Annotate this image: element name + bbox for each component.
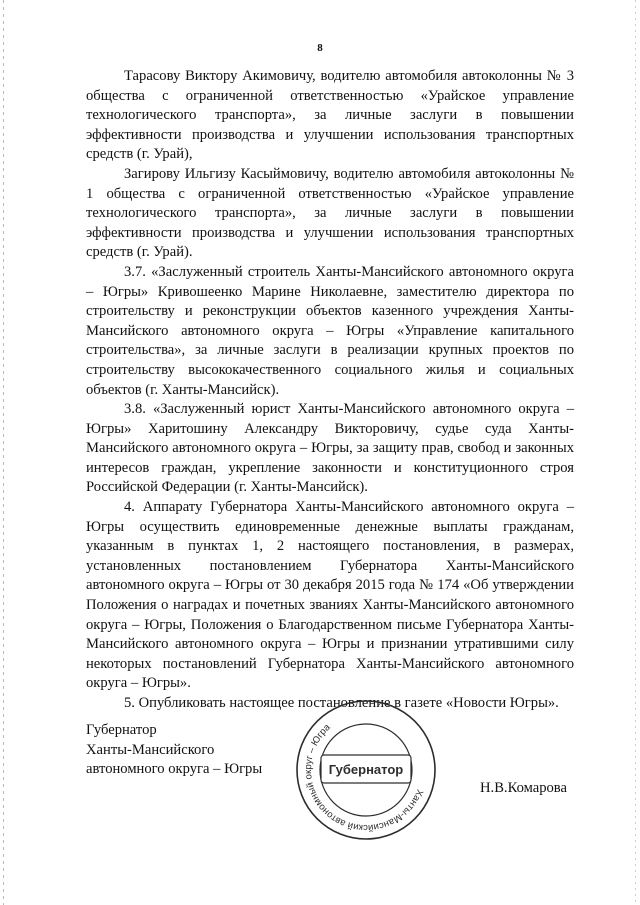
paragraph-5: 5. Опубликовать настоящее постановление в газете «Новости Югры». bbox=[124, 695, 559, 711]
signatory-name: Н.В.Комарова bbox=[480, 780, 567, 796]
paragraph-3-7: 3.7. «Заслуженный строитель Ханты-Мансийского автономного округа – Югры» Кривошеенко Марине Николаевне, заместителю директора по строительству и реконструкции объектов казенного учреждения Ханты-Мансийского автономного округа – Югры «Управление капитального строительства», за личные заслуги в реализации крупных проектов по строительству высококачественного социального жилья и социальных объектов (г. Ханты-Мансийск). bbox=[86, 263, 574, 398]
official-seal bbox=[293, 697, 439, 843]
signatory-title-line: Губернатор bbox=[86, 722, 157, 738]
seal-center-text: Губернатор bbox=[328, 762, 404, 777]
scan-edge-right bbox=[635, 0, 636, 905]
paragraph-3-8: 3.8. «Заслуженный юрист Ханты-Мансийского автономного округа – Югры» Харитошину Александру Викторовичу, судье суда Ханты-Мансийского автономного округа – Югры, за защиту прав, свобод и законных интересов граждан, укрепление законности и конституционного строя Российской Федерации (г. Ханты-Мансийск). bbox=[86, 401, 574, 496]
paragraph-tarasov: Тарасову Виктору Акимовичу, водителю автомобиля автоколонны № 3 общества с ограниченной ответственностью «Урайское управление технологического транспорта», за личные заслуги в повышении эффективности производства и улучшении использования транспортных средств (г. Урай), bbox=[86, 68, 574, 163]
document-body bbox=[86, 67, 574, 714]
signatory-title bbox=[86, 721, 262, 780]
page-number: 8 bbox=[317, 42, 323, 54]
paragraph-4: 4. Аппарату Губернатора Ханты-Мансийского автономного округа – Югры осуществить единовременные денежные выплаты гражданам, указанным в пунктах 1, 2 настоящего постановления, в размерах, установленных постановлением Губернатора Ханты-Мансийского автономного округа – Югры от 30 декабря 2015 года № 174 «Об утверждении Положения о наградах и почетных званиях Ханты-Мансийского автономного округа – Югры, Положения о Благодарственном письме Губернатора Ханты-Мансийского автономного округа – Югры и признании утратившими силу некоторых постановлений Губернатора Ханты-Мансийского автономного округа – Югры». bbox=[86, 499, 574, 692]
scan-edge-left bbox=[3, 0, 4, 905]
signatory-title-line: автономного округа – Югры bbox=[86, 761, 263, 778]
seal-ring-text: Ханты-Мансийский автономный округ – Югра bbox=[302, 721, 426, 834]
signatory-title-line: Ханты-Мансийского bbox=[86, 741, 215, 758]
paragraph-zagirov: Загирову Ильгизу Касыймовичу, водителю автомобиля автоколонны № 1 общества с ограниченной ответственностью «Урайское управление технологического транспорта», за личные заслуги в повышении эффективности производства и улучшении использования транспортных средств (г. Урай). bbox=[86, 165, 574, 261]
